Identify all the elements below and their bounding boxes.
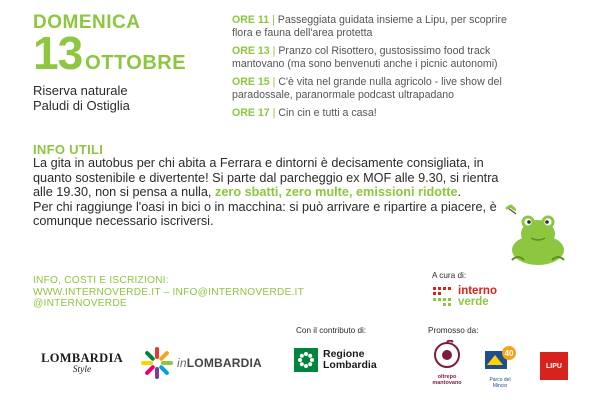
schedule-separator: | (272, 45, 276, 57)
regione-line2: Lombardia (323, 359, 377, 371)
schedule-time: ORE 11 (232, 14, 270, 26)
event-date-row (33, 27, 223, 79)
schedule-text-line1: C'è vita nel grande nulla agricolo - live show del (278, 76, 502, 88)
info-p1-text: La gita in autobus per chi abita a Ferrara e dintorni è decisamente consigliata, in quanto sostenibile e divertente! Si parte dal parcheggio ex MOF alle 9.30, si rientra alle 19.30, non si pensa a nulla, (33, 156, 499, 200)
parco-badge: 40 (504, 349, 514, 358)
contacts-social[interactable]: @INTERNOVERDE (33, 298, 127, 310)
regione-line1: Regione (323, 348, 365, 360)
info-title: INFO UTILI (33, 142, 104, 157)
lombardia-style-main: LOMBARDIA (41, 351, 123, 365)
contributo-label: Con il contributo di: (296, 326, 367, 335)
internoverde-flower-logo (432, 286, 454, 308)
regione-lombardia-logo (294, 348, 377, 372)
regione-lombardia-text (323, 349, 377, 371)
parco-mincio-logo (482, 345, 518, 389)
oltrepo-icon (432, 340, 462, 368)
event-date-block (33, 12, 223, 113)
oltrepo-logo (430, 340, 464, 386)
event-place-line2: Paludi di Ostiglia (33, 98, 130, 113)
promosso-label: Promosso da: (428, 326, 479, 335)
schedule-time: ORE 13 (232, 45, 270, 57)
contacts (33, 275, 304, 310)
event-day-name: DOMENICA (33, 12, 141, 33)
schedule-item (232, 107, 572, 120)
event-place-line1: Riserva naturale (33, 83, 128, 98)
internoverde-text (458, 286, 497, 308)
inlombardia-logo (140, 345, 280, 381)
a-cura-label: A cura di: (432, 271, 467, 280)
lombardia-style-logo (36, 352, 128, 375)
info-p1-highlight: zero sbatti, zero multe, emissioni ridotte (215, 185, 458, 200)
schedule-text-line1: Cin cin e tutti a casa! (278, 107, 377, 119)
oltrepo-name: oltrepo mantovano (432, 374, 462, 386)
event-day-number: 13 (33, 27, 83, 79)
lipu-name: LIPU (546, 362, 562, 370)
parco-mincio-icon (483, 345, 517, 371)
schedule-separator: | (272, 76, 276, 88)
internoverde-line2: verde (458, 296, 489, 308)
event-place (33, 83, 223, 113)
schedule-text-line1: Passeggiata guidata insieme a Lipu, per scoprire (277, 14, 507, 26)
internoverde-logo (432, 286, 497, 308)
info-body (33, 156, 503, 229)
regione-lombardia-rose-logo (294, 348, 318, 372)
info-p1-end: . (457, 185, 462, 200)
dragonfly-icon (505, 204, 517, 214)
schedule-separator: | (272, 107, 276, 119)
inlombardia-text (177, 356, 262, 370)
frog-illustration (498, 198, 570, 268)
info-paragraph-1 (33, 156, 503, 200)
event-schedule (232, 14, 572, 126)
schedule-text-line1: Pranzo col Risottero, gustosissimo food track (278, 45, 491, 57)
lipu-logo (540, 352, 568, 380)
schedule-item (232, 14, 572, 39)
internoverde-line1: interno (458, 285, 497, 297)
schedule-text-line2: flora e fauna dell'area protetta (232, 26, 373, 39)
contacts-links[interactable]: WWW.INTERNOVERDE.IT – INFO@INTERNOVERDE.IT (33, 286, 304, 298)
lombardia-style-sub: Style (72, 365, 92, 375)
schedule-item (232, 45, 572, 70)
event-month: OTTOBRE (85, 52, 187, 74)
inlombardia-in: in (177, 356, 187, 370)
schedule-separator: | (272, 14, 275, 26)
schedule-text-line2: paradossale, paranormale podcast ultrapadano (232, 88, 455, 101)
schedule-item (232, 76, 572, 101)
inlombardia-name: LOMBARDIA (186, 356, 262, 370)
schedule-text-line2: mantovano (ma sono benvenuti anche i picnic autonomi) (232, 57, 498, 70)
info-paragraph-2: Per chi raggiunge l'oasi in bici o in macchina: si può arrivare e ripartire a piacere, è comunque necessario iscriversi. (33, 199, 497, 229)
inlombardia-star-logo (140, 346, 174, 380)
parco-name: Parco del Mincio (489, 377, 511, 389)
schedule-time: ORE 15 (232, 76, 270, 88)
schedule-time: ORE 17 (232, 107, 270, 119)
contacts-heading: INFO, COSTI E ISCRIZIONI: (33, 275, 169, 286)
